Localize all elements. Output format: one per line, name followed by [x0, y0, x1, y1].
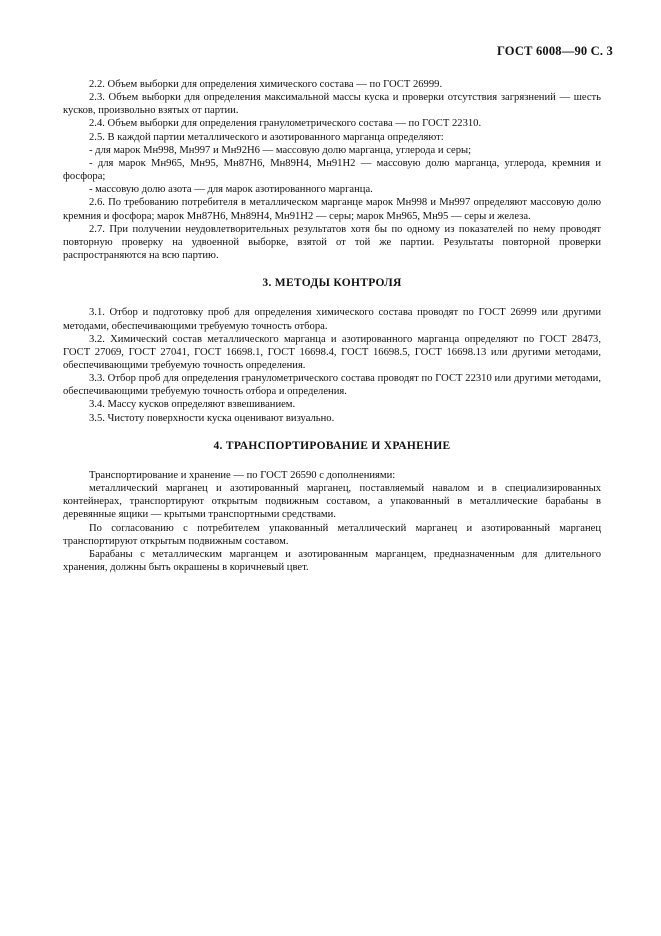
clause-3-4: 3.4. Массу кусков определяют взвешиванием. — [89, 399, 296, 411]
clause-3-2: 3.2. Химический состав металлического марганца и азотированного марганца определяют по ГОСТ 28473, ГОСТ 27069, ГОСТ 27041, ГОСТ 16698.1, ГОСТ 16698.4, ГОСТ 16698.5, ГОСТ 16698.13 или другими методами, обеспечивающими требуемую точность определения. — [63, 333, 601, 371]
clause-2-5-item-2: - для марок Мн965, Мн95, Мн87Н6, Мн89Н4, Мн91Н2 — массовую долю марганца, углерода, кремния и фосфора; — [63, 157, 601, 183]
section-3-heading: 3. МЕТОДЫ КОНТРОЛЯ — [262, 277, 402, 290]
clause-2-7: 2.7. При получении неудовлетворительных результатов хотя бы по одному из показателей по нему проводят повторную проверку на удвоенной выборке, взятой от той же партии. Результаты повторной проверки распространяются на всю партию. — [63, 223, 601, 262]
clause-3-5: 3.5. Чистоту поверхности куска оценивают визуально. — [89, 412, 335, 424]
clause-3-1: 3.1. Отбор и подготовку проб для определения химического состава проводят по ГОСТ 26999 или другими методами, обеспечивающими требуемую точность отбора. — [63, 307, 601, 332]
clause-3-3: 3.3. Отбор проб для определения гранулометрического состава проводят по ГОСТ 22310 или другими методами, обеспечивающими требуемую точность отбора и определения. — [63, 373, 601, 398]
clause-2-3: 2.3. Объем выборки для определения максимальной массы куска и проверки отсутствия загрязнений — шесть кусков, произвольно взятых от партии. — [63, 92, 601, 117]
section-4-paragraph: Барабаны с металлическим марганцем и азотированным марганцем, предназначенным для длительного хранения, должны быть окрашены в коричневый цвет. — [63, 548, 601, 573]
section-4-paragraph: металлический марганец и азотированный марганец, поставляемый навалом и в специализированных контейнерах, транспортируют открытым подвижным составом, а упакованный в металлические барабаны в деревянные ящики — крытыми транспортными средствами. — [63, 483, 601, 521]
clause-2-5-item-3: - массовую долю азота — для марок азотированного марганца. — [89, 184, 373, 196]
clause-2-6: 2.6. По требованию потребителя в металлическом марганце марок Мн998 и Мн997 определяют массовую долю кремния и фосфора; марок Мн87Н6, Мн89Н4, Мн91Н2 — серы; марок Мн965, Мн95 — серы и железа. — [63, 197, 601, 222]
section-4-paragraph: По согласованию с потребителем упакованный металлический марганец и азотированный марганец транспортируют открытым подвижным составом. — [63, 522, 601, 547]
clause-2-2: 2.2. Объем выборки для определения химического состава — по ГОСТ 26999. — [89, 79, 443, 90]
section-4-intro: Транспортирование и хранение — по ГОСТ 26590 с дополнениями: — [89, 469, 396, 481]
section-3 — [63, 306, 601, 424]
clause-2-5: 2.5. В каждой партии металлического и азотированного марганца определяют: — [89, 131, 444, 143]
document-body — [63, 78, 601, 574]
clause-2-5-item-1: - для марок Мн998, Мн997 и Мн92Н6 — массовую долю марганца, углерода и серы; — [89, 144, 472, 156]
section-4-heading: 4. ТРАНСПОРТИРОВАНИЕ И ХРАНЕНИЕ — [213, 439, 451, 452]
page-header: ГОСТ 6008—90 С. 3 — [496, 44, 613, 58]
clause-2-4: 2.4. Объем выборки для определения гранулометрического состава — по ГОСТ 22310. — [89, 118, 482, 130]
section-2 — [63, 78, 601, 262]
section-4 — [63, 469, 601, 574]
